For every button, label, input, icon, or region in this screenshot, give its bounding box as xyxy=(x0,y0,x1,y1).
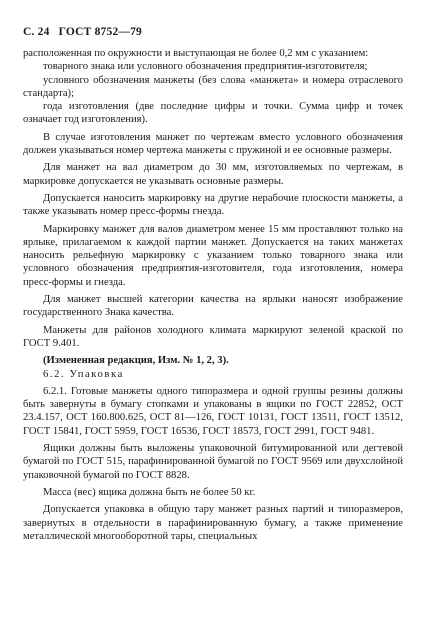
paragraph-cold-climate: Манжеты для районов холодного климата маркируют зеленой краской по ГОСТ 9.401. xyxy=(23,324,403,349)
paragraph-small-shafts: Для манжет на вал диаметром до 30 мм, изготовляемых по чертежам, в маркировке допускается не указывать основные размеры. xyxy=(23,162,403,187)
paragraph-box-mass: Масса (вес) ящика должна быть не более 50 кг. xyxy=(43,486,256,498)
paragraph-common-packaging: Допускается упаковка в общую тару манжет разных партий и типоразмеров, завернутых в отдельности в парафинированную бумагу, а также применение металлической многооборотной тары, специальных xyxy=(23,504,403,542)
list-item-year: года изготовления (две последние цифры и точки. Сумма цифр и точек означает год изготовления). xyxy=(23,101,403,126)
paragraph-packaging-boxes: 6.2.1. Готовые манжеты одного типоразмера и одной группы резины должны быть завернуты в бумагу стопками и упакованы в ящики по ГОСТ 22852, ОСТ 23.4.157, ОСТ 160.800.625, ОСТ 81—126, ГОСТ 10131, ГОСТ 13511, ГОСТ 13512, ГОСТ 15841, ГОСТ 5959, ГОСТ 16536, ГОСТ 18573, ГОСТ 2991, ГОСТ 9481. xyxy=(23,385,403,437)
list-item-trademark: товарного знака или условного обозначения предприятия-изготовителя; xyxy=(43,61,368,73)
standard-code: ГОСТ 8752—79 xyxy=(58,26,143,38)
paragraph-label-marking: Маркировку манжет для валов диаметром менее 15 мм проставляют только на ярлыке, прилагаемом к каждой партии манжет. Допускается на таких манжетах наносить рельефную маркировку с указанием только товарного знака или условного обозначения предприятия-изготовителя, года изготовления, номера пресс-формы и гнезда. xyxy=(23,223,403,288)
paragraph-other-surfaces: Допускается наносить маркировку на другие нерабочие плоскости манжеты, а также указывать номер пресс-формы гнезда. xyxy=(23,192,403,218)
paragraph-box-lining: Ящики должны быть выложены упаковочной битумированной или дегтевой бумагой по ГОСТ 515, парафинированной бумагой по ГОСТ 9569 или двухслойной упаковочной бумагой по ГОСТ 8828. xyxy=(23,443,403,481)
section-heading-packaging: 6.2. Упаковка xyxy=(43,368,124,380)
page-number: С. 24 xyxy=(23,26,50,38)
document-page xyxy=(23,26,403,543)
amendment-note: (Измененная редакция, Изм. № 1, 2, 3). xyxy=(43,355,229,367)
paragraph-quality-mark: Для манжет высшей категории качества на ярлыки наносят изображение государственного Знака качества. xyxy=(23,294,403,319)
paragraph-drawings: В случае изготовления манжет по чертежам вместо условного обозначения должен указываться номер чертежа манжеты с пружиной и ее основные размеры. xyxy=(23,131,403,157)
list-item-designation: условного обозначения манжеты (без слова «манжета» и номера отраслевого стандарта); xyxy=(23,74,403,99)
paragraph-marking-location: расположенная по окружности и выступающая не более 0,2 мм с указанием: xyxy=(23,48,369,59)
page-header xyxy=(23,26,403,38)
